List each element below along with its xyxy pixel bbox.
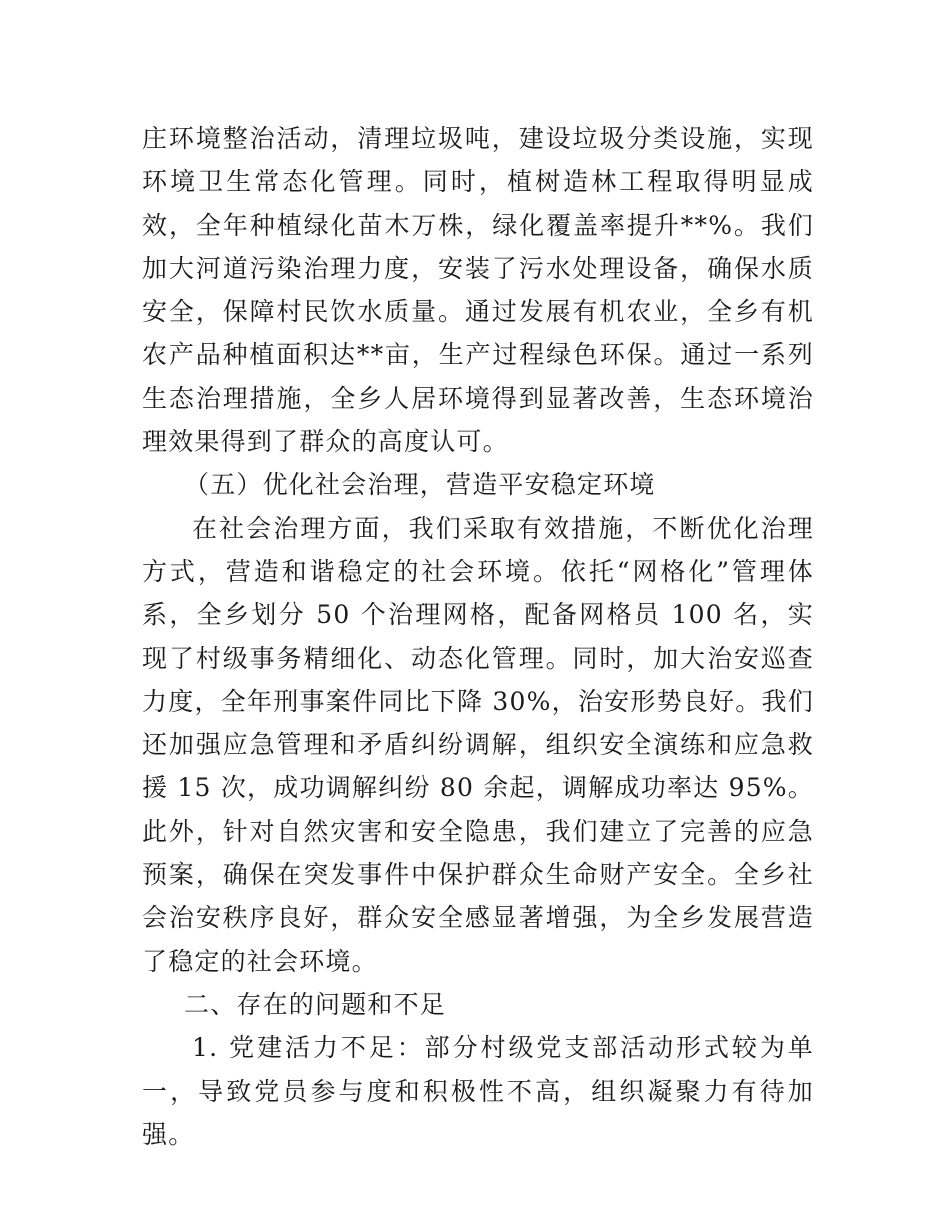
- paragraph-ecology-continued: 庄环境整治活动，清理垃圾吨，建设垃圾分类设施，实现环境卫生常态化管理。同时，植树造林工程取得明显成效，全年种植绿化苗木万株，绿化覆盖率提升**%。我们加大河道污染治理力度，安装了污水处理设备，确保水质安全，保障村民饮水质量。通过发展有机农业，全乡有机农产品种植面积达**亩，生产过程绿色环保。通过一系列生态治理措施，全乡人居环境得到显著改善，生态环境治理效果得到了群众的高度认可。: [142, 124, 814, 457]
- section-heading-social-governance: （五）优化社会治理，营造平安稳定环境: [184, 470, 656, 500]
- section-heading-problems: 二、存在的问题和不足: [184, 989, 447, 1019]
- paragraph-problem-1: 1. 党建活力不足：部分村级党支部活动形式较为单一，导致党员参与度和积极性不高，组织凝聚力有待加强。: [142, 1033, 814, 1149]
- paragraph-social-governance: 在社会治理方面，我们采取有效措施，不断优化治理方式，营造和谐稳定的社会环境。依托“网格化”管理体系，全乡划分 50 个治理网格，配备网格员 100 名，实现了村级事务精细化、动态化管理。同时，加大治安巡查力度，全年刑事案件同比下降 30%，治安形势良好。我们还加强应急管理和矛盾纠纷调解，组织安全演练和应急救援 15 次，成功调解纠纷 80 余起，调解成功率达 95%。此外，针对自然灾害和安全隐患，我们建立了完善的应急预案，确保在突发事件中保护群众生命财产安全。全乡社会治安秩序良好，群众安全感显著增强，为全乡发展营造了稳定的社会环境。: [142, 513, 814, 976]
- document-body: [142, 117, 814, 1156]
